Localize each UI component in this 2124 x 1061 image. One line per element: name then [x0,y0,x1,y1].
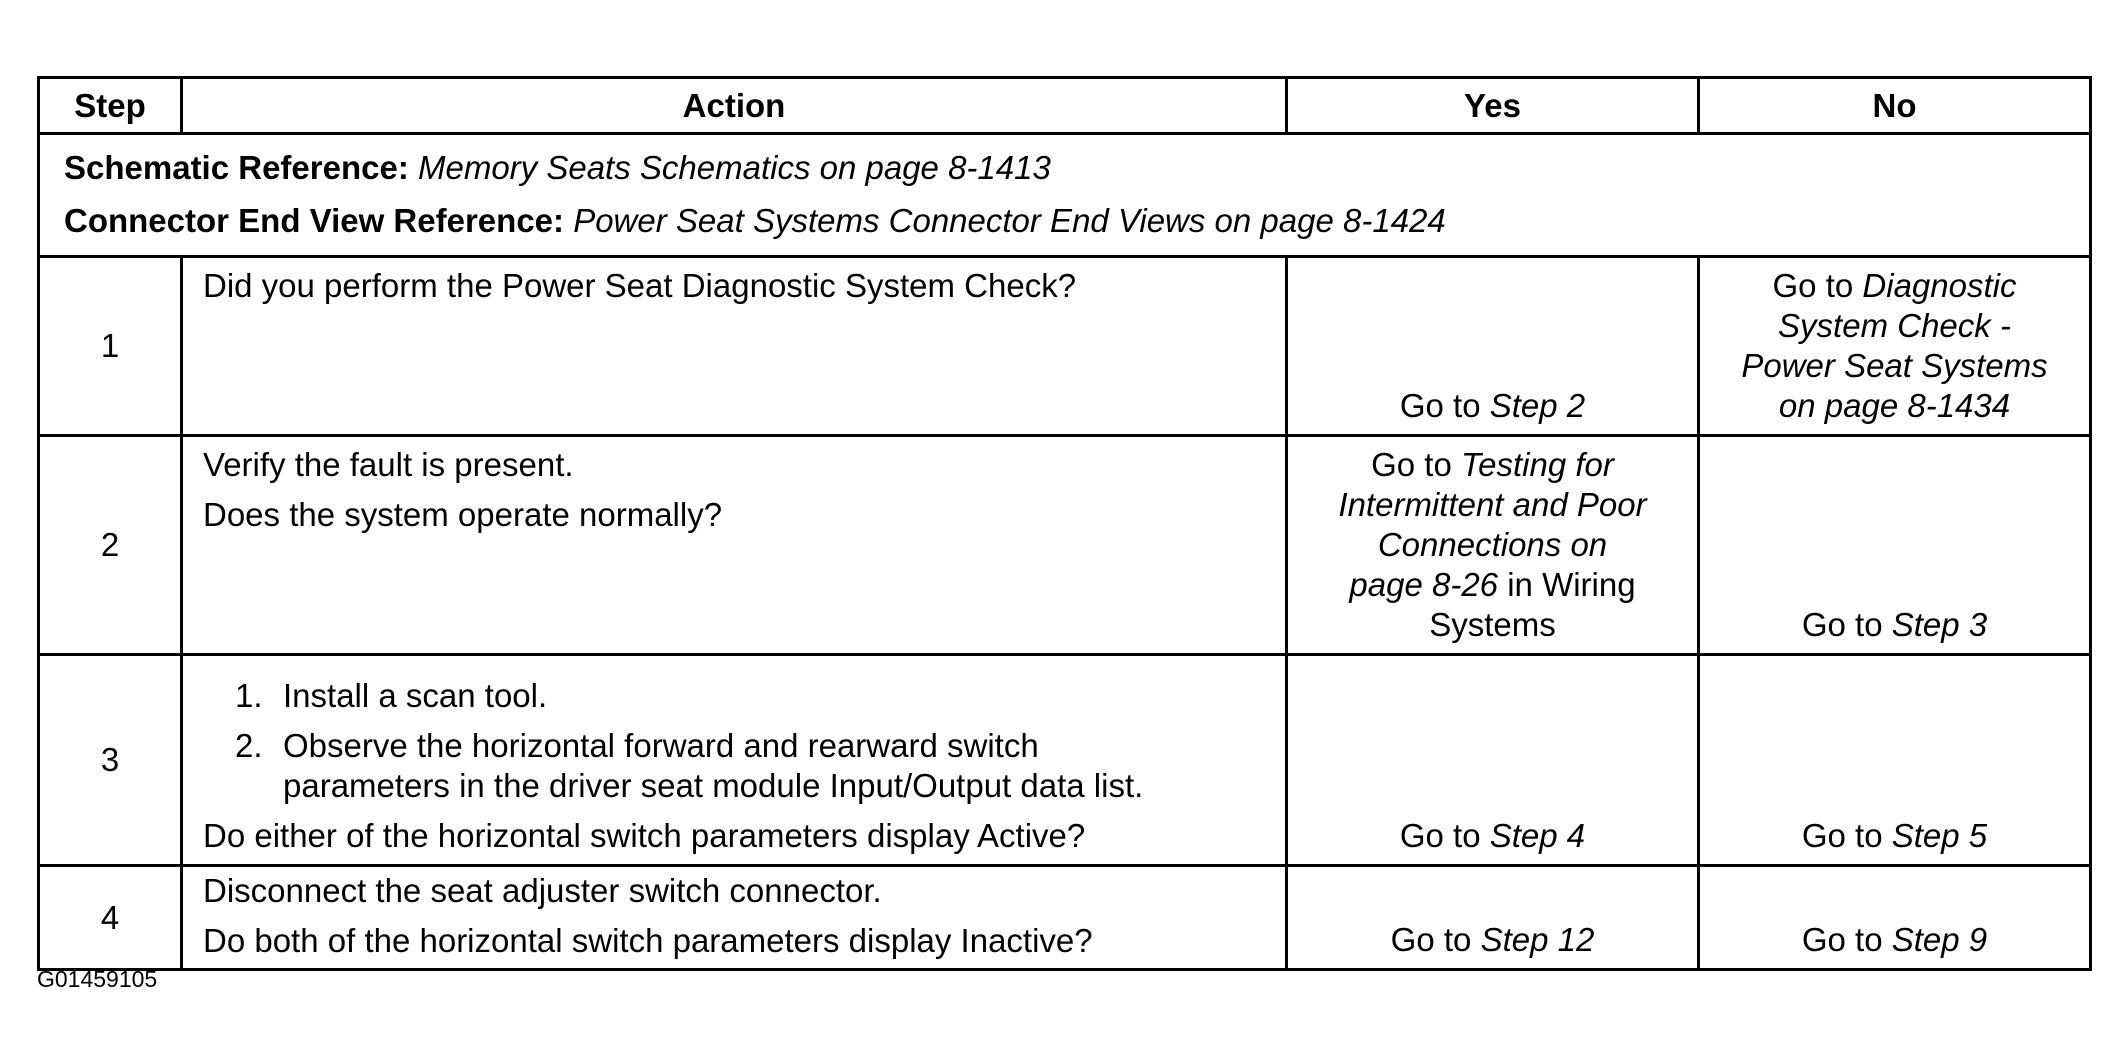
yes-target-4[interactable]: page 8-26 [1349,566,1499,603]
list-number: 2. [235,727,263,764]
list-text: Install a scan tool. [283,677,548,714]
yes-prefix: Go to [1399,817,1481,854]
action-question: Do both of the horizontal switch parameters display Inactive? [203,922,1093,959]
yes-cell [1287,436,1699,655]
no-result[interactable] [1706,605,2083,645]
action-text: Verify the fault is present. [203,446,574,483]
no-prefix: Go to [1801,606,1883,643]
no-target[interactable]: Step 9 [1891,921,1988,958]
table-row-step-2 [39,436,2091,655]
yes-result-line-1 [1294,445,1691,485]
yes-prefix: Go to [1390,921,1472,958]
list-number: 1. [235,677,263,714]
reference-cell [39,134,2091,257]
step-number: 2 [39,436,182,655]
no-target-1[interactable]: Diagnostic [1862,267,2017,304]
yes-prefix: Go to [1371,446,1452,483]
action-cell [182,866,1287,970]
header-yes: Yes [1287,78,1699,134]
yes-target[interactable]: Step 12 [1480,921,1595,958]
schematic-reference-link[interactable]: Memory Seats Schematics on page 8-1413 [418,149,1051,186]
yes-prefix: Go to [1399,387,1481,424]
action-text: Disconnect the seat adjuster switch connector. [203,872,882,909]
yes-target-5: Systems [1429,606,1556,643]
yes-result-line-4 [1294,565,1691,605]
no-target-3[interactable]: Power Seat Systems [1741,347,2048,384]
connector-reference-link[interactable]: Power Seat Systems Connector End Views on page 8-1424 [573,202,1446,239]
diagnostic-table [37,76,2092,971]
list-text [283,726,1143,806]
yes-cell [1287,655,1699,866]
reference-row [39,134,2091,257]
list-item [235,726,1285,806]
connector-reference-label: Connector End View Reference: [64,202,565,239]
yes-cell [1287,257,1699,436]
no-result[interactable] [1706,920,2083,960]
table-row-step-1 [39,257,2091,436]
yes-target-2[interactable]: Intermittent and Poor [1338,486,1647,523]
no-result[interactable] [1706,816,2083,856]
connector-reference [64,194,2089,247]
yes-result[interactable] [1294,920,1691,960]
yes-target[interactable]: Step 2 [1489,387,1586,424]
action-cell [182,436,1287,655]
schematic-reference [64,141,2089,194]
action-cell [182,257,1287,436]
no-target-4[interactable]: on page 8-1434 [1778,387,2011,424]
yes-target[interactable]: Step 4 [1489,817,1586,854]
header-row [39,78,2091,134]
yes-result[interactable] [1294,816,1691,856]
table-row-step-4 [39,866,2091,970]
no-result-line-1 [1706,266,2083,306]
list-item [235,676,1285,716]
step-number: 3 [39,655,182,866]
no-target[interactable]: Step 5 [1891,817,1988,854]
no-cell [1699,866,2091,970]
no-cell [1699,655,2091,866]
no-cell [1699,436,2091,655]
yes-target-3[interactable]: Connections on [1377,526,1608,563]
no-target-2[interactable]: System Check - [1778,307,2011,344]
list-text-line-2: parameters in the driver seat module Input/Output data list. [283,767,1144,804]
no-prefix: Go to [1801,817,1883,854]
figure-id: G01459105 [37,966,158,992]
no-prefix: Go to [1801,921,1883,958]
yes-target-1[interactable]: Testing for [1461,446,1614,483]
action-question: Does the system operate normally? [203,496,723,533]
list-text-line-1: Observe the horizontal forward and rearward switch [283,727,1039,764]
table-row-step-3 [39,655,2091,866]
no-cell [1699,257,2091,436]
step-number: 1 [39,257,182,436]
yes-result[interactable] [1294,386,1691,426]
action-cell [182,655,1287,866]
schematic-reference-label: Schematic Reference: [64,149,409,186]
header-no: No [1699,78,2091,134]
header-step: Step [39,78,182,134]
yes-cell [1287,866,1699,970]
action-text: Did you perform the Power Seat Diagnostic System Check? [203,267,1077,304]
no-prefix: Go to [1772,267,1854,304]
header-action: Action [182,78,1287,134]
no-target[interactable]: Step 3 [1891,606,1988,643]
action-question: Do either of the horizontal switch parameters display Active? [203,817,1086,854]
step-number: 4 [39,866,182,970]
yes-target-4-rest: in Wiring [1507,566,1636,603]
